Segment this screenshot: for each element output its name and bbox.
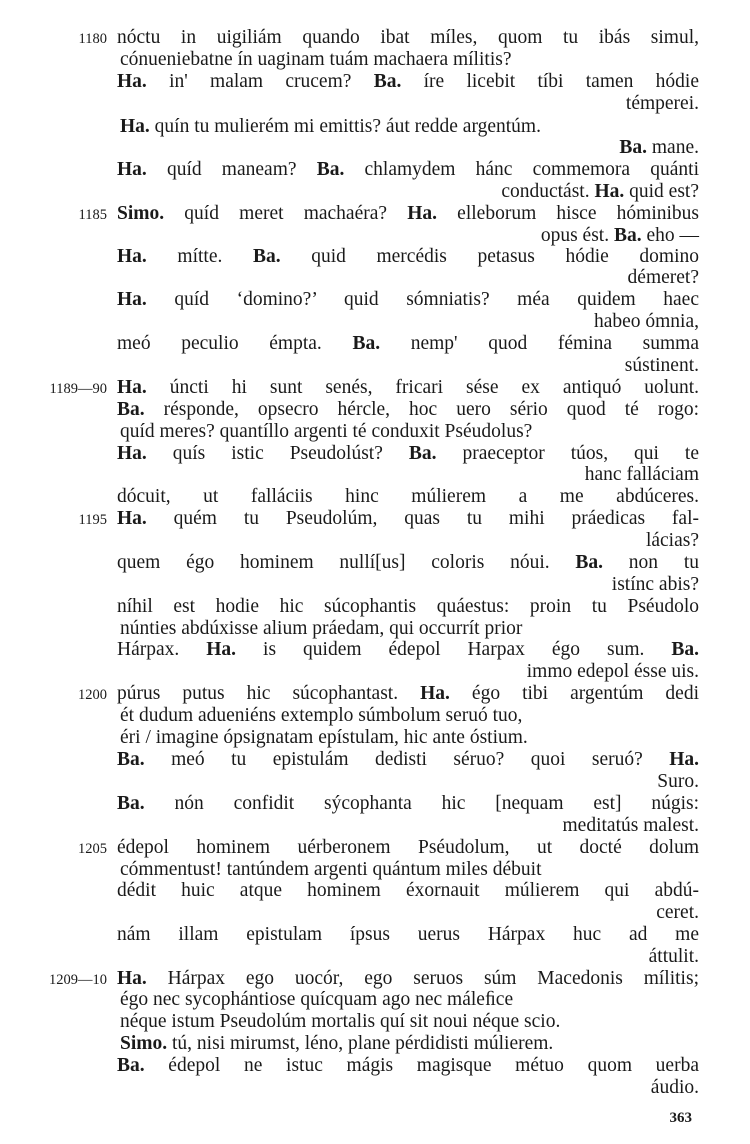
line-text: áudio. [650,1077,699,1098]
line-text: praeceptor túos, qui te [436,443,699,464]
verse-line [117,1055,699,1077]
line-text: quín tu mulierém mi emittis? áut redde argentúm. [149,116,541,137]
verse-line [117,946,699,968]
line-text: istínc abis? [611,574,699,595]
verse-number: 1185 [78,207,107,223]
speaker-label: Ba. [575,552,604,573]
line-text: níhil est hodie hic súcophantis quáestus: proin tu Pséudolo [117,596,699,617]
verse-line [120,989,699,1011]
line-text: nám illam epistulam ípsus uerus Hárpax huc ad me [117,924,699,945]
verse-line [117,311,699,333]
verse-line [117,924,699,946]
line-text: in' malam crucem? [146,71,374,92]
speaker-label: Ha. [120,116,150,137]
speaker-label: Ba. [117,399,145,420]
speaker-label: Ba. [408,443,437,464]
verse-line [117,771,699,793]
speaker-label: Ba. [352,333,381,354]
line-text: cómmentust! tantúndem argenti quántum miles débuit [120,859,542,880]
verse-line [117,968,699,990]
line-text: quíd ‘domino?’ quid sómniatis? méa quidem haec [146,289,699,310]
speaker-label: Simo. [117,203,165,224]
speaker-label: Ba. [316,159,345,180]
line-text: immo edepol ésse uis. [526,661,699,682]
line-text: eho — [641,225,699,246]
speaker-label: Ba. [671,639,699,660]
line-text: meditatús malest. [562,815,699,836]
verse-line [117,880,699,902]
line-text: quem égo hominem nullí[us] coloris nóui. [117,552,576,573]
line-text: elleborum hisce hóminibus [437,203,699,224]
speaker-label: Ha. [117,968,147,989]
speaker-label: Ha. [117,377,147,398]
speaker-label: Ha. [407,203,438,224]
line-text: Suro. [657,771,699,792]
speaker-label: Ba. [373,71,402,92]
line-text: nóctu in uigiliám quando ibat míles, quom tu ibás simul, [117,27,699,48]
verse-line [117,443,699,465]
line-text: quíd meret machaéra? [164,203,408,224]
verse-line [120,49,699,71]
line-text: quém tu Pseudolúm, quas tu mihi práedicas fal- [146,508,699,529]
line-text: úncti hi sunt senés, fricari sése ex antiquó uolunt. [146,377,699,398]
line-text: quíd maneam? [146,159,317,180]
verse-number: 1200 [78,687,107,703]
speaker-label: Ba. [117,749,145,770]
line-text: Hárpax ego uocór, ego seruos súm Macedonis mílitis; [146,968,699,989]
verse-number: 1180 [78,31,107,47]
verse-line [117,137,699,159]
line-text: démeret? [627,267,699,288]
verse-line [117,486,699,508]
speaker-label: Ha. [117,159,147,180]
line-text: dédit huic atque hominem éxornauit múlierem qui abdú- [117,880,699,901]
verse-line [117,333,699,355]
verse-line [117,749,699,771]
verse-number: 1189—90 [49,381,107,397]
speaker-label: Ha. [117,508,147,529]
verse-line [117,93,699,115]
line-text: mane. [647,137,699,158]
verse-line [117,159,699,181]
verse-line [117,27,699,49]
verse-line [120,727,699,749]
line-text: íre licebit tíbi tamen hódie [401,71,699,92]
line-text: ceret. [656,902,699,923]
line-text: púrus putus hic súcophantast. [117,683,421,704]
speaker-label: Ha. [594,181,625,202]
verse-line [117,793,699,815]
line-text: quís istic Pseudolúst? [146,443,409,464]
verse-line [117,552,699,574]
line-text: quid mercédis petasus hódie domino [280,246,699,267]
line-text: nemp' quod fémina summa [380,333,699,354]
verse-line [117,530,699,552]
line-text: témperei. [625,93,699,114]
verse-number: 1205 [78,841,107,857]
verse-line [117,225,699,247]
line-text: égo tibi argentúm dedi [449,683,699,704]
verse-line [117,71,699,93]
speaker-label: Ha. [420,683,450,704]
speaker-label: Ba. [252,246,281,267]
verse-line [117,289,699,311]
line-text: édepol ne istuc mágis magisque métuo quom uerba [144,1055,699,1076]
page-number: 363 [669,1110,692,1126]
verse-line [117,181,699,203]
verse-line [117,464,699,486]
line-text: Hárpax. [117,639,207,660]
line-text: núnties abdúxisse alium práedam, qui occurrít prior [120,618,523,639]
line-text: meó tu epistulám dedisti séruo? quoi seruó? [144,749,670,770]
speaker-label: Ha. [669,749,699,770]
verse-line [120,421,699,443]
speaker-label: Ha. [117,289,147,310]
verse-line [117,596,699,618]
line-text: tú, nisi mirumst, léno, plane pérdidisti múlierem. [167,1033,554,1054]
verse-number: 1195 [78,512,107,528]
line-text: chlamydem hánc commemora quánti [344,159,699,180]
line-text: néque istum Pseudolúm mortalis quí sit noui néque scio. [120,1011,561,1032]
speaker-label: Ha. [117,443,147,464]
verse-line [117,1077,699,1099]
verse-line [117,683,699,705]
line-text: quíd meres? quantíllo argenti té conduxit Pséudolus? [120,421,533,442]
verse-line [117,574,699,596]
speaker-label: Ba. [117,1055,145,1076]
line-text: nón confidit sýcophanta hic [nequam est] núgis: [144,793,699,814]
verse-line [117,815,699,837]
verse-line [117,355,699,377]
line-text: ét dudum adueniéns extemplo súmbolum seruó tuo, [120,705,523,726]
line-text: is quidem édepol Harpax égo sum. [236,639,672,660]
line-text: lácias? [645,530,699,551]
line-text: éri / imagine ópsignatam epístulam, hic ante óstium. [120,727,528,748]
verse-line [120,1033,699,1055]
speaker-label: Ba. [619,137,648,158]
line-text: áttulit. [648,946,699,967]
verse-line [117,399,699,421]
line-text: dócuit, ut falláciis hinc múlierem a me abdúceres. [117,486,699,507]
speaker-label: Ha. [117,71,147,92]
verse-number: 1209—10 [49,972,107,988]
verse-line [117,267,699,289]
verse-line [117,661,699,683]
verse-line [117,837,699,859]
verse-line [120,1011,699,1033]
verse-line [117,639,699,661]
verse-line [117,377,699,399]
line-text: sústinent. [624,355,699,376]
verse-line [120,618,699,640]
line-text: hanc falláciam [584,464,699,485]
line-text: habeo ómnia, [593,311,699,332]
line-text: résponde, opsecro hércle, hoc uero sério quod té rogo: [144,399,699,420]
verse-line [117,902,699,924]
speaker-label: Simo. [120,1033,168,1054]
line-text: non tu [603,552,699,573]
line-text: meó peculio émpta. [117,333,353,354]
line-text: mítte. [146,246,253,267]
line-text: édepol hominem uérberonem Pséudolum, ut docté dolum [117,837,699,858]
speaker-label: Ha. [117,246,147,267]
line-text: opus ést. [540,225,614,246]
verse-line [117,203,699,225]
verse-line [117,246,699,268]
line-text: égo nec sycophántiose quícquam ago nec máleﬁce [120,989,514,1010]
verse-line [120,705,699,727]
verse-line [120,859,699,881]
line-text: conductást. [501,181,595,202]
verse-line [117,508,699,530]
speaker-label: Ba. [613,225,642,246]
verse-line [120,116,699,138]
speaker-label: Ha. [206,639,237,660]
line-text: cónueniebatne ín uaginam tuám machaera mílitis? [120,49,512,70]
line-text: quid est? [624,181,699,202]
speaker-label: Ba. [117,793,145,814]
